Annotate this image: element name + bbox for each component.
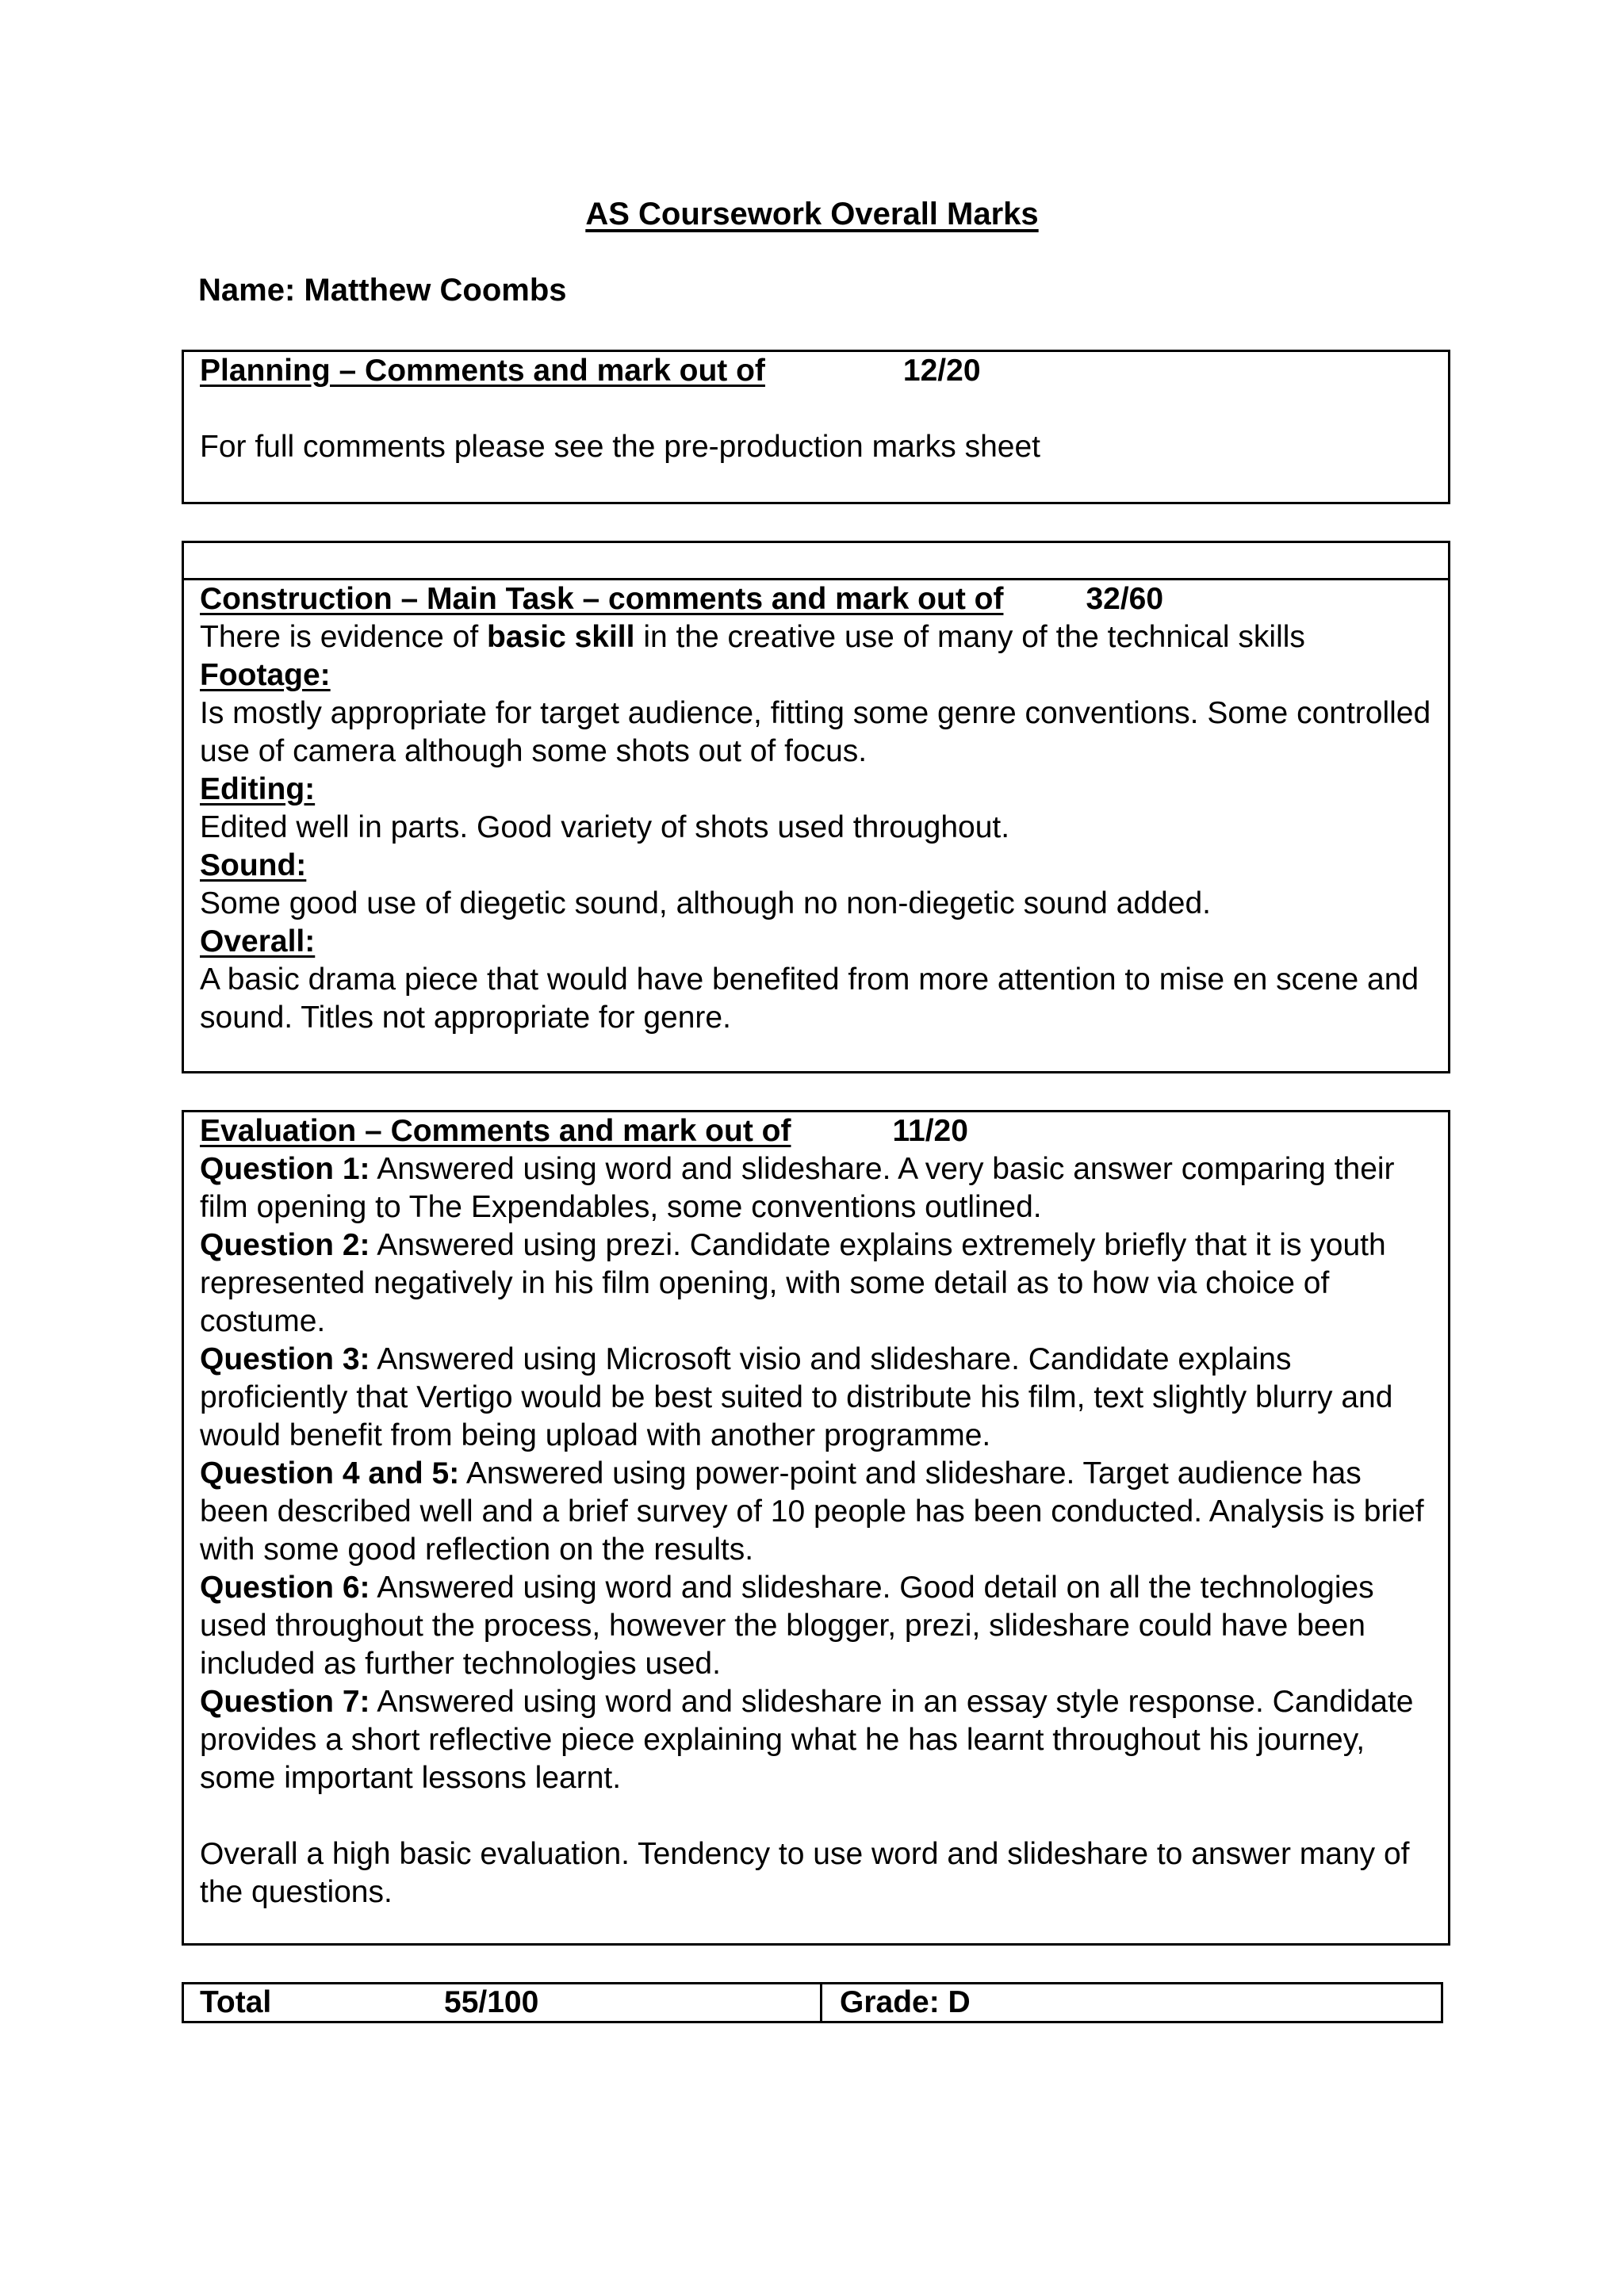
evaluation-question-4-5: Question 4 and 5: Answered using power-point and slideshare. Target audience has been described well and a brief survey of 10 people has been conducted. Analysis is brief with some good reflection on the results. xyxy=(200,1456,1424,1567)
total-value: 55/100 xyxy=(444,1985,539,2019)
total-cell xyxy=(184,1984,822,2021)
editing-text: Edited well in parts. Good variety of shots used throughout. xyxy=(200,810,1010,844)
planning-mark: 12/20 xyxy=(902,354,981,388)
evaluation-question-7: Question 7: Answered using word and slideshare in an essay style response. Candidate provides a short reflective piece explaining what he has learnt throughout his journey, some important lessons learnt. xyxy=(200,1685,1414,1795)
grade-value: Grade: D xyxy=(840,1985,971,2019)
evaluation-heading-row xyxy=(200,1112,1434,1150)
planning-heading-row xyxy=(200,352,1434,390)
construction-intro: There is evidence of basic skill in the creative use of many of the technical skills xyxy=(200,620,1305,654)
total-label: Total xyxy=(200,1985,272,2019)
overall-label: Overall: xyxy=(200,924,316,959)
evaluation-overall: Overall a high basic evaluation. Tendency to use word and slideshare to answer many of the questions. xyxy=(200,1837,1410,1909)
evaluation-question-1: Question 1: Answered using word and slideshare. A very basic answer comparing their film opening to The Expendables, some conventions outlined. xyxy=(200,1152,1395,1224)
footage-text: Is mostly appropriate for target audience, fitting some genre conventions. Some controlled use of camera although some shots out of focus. xyxy=(200,696,1431,768)
construction-mark: 32/60 xyxy=(1086,582,1164,616)
editing-label: Editing: xyxy=(200,772,316,806)
planning-comment: For full comments please see the pre-production marks sheet xyxy=(200,430,1040,464)
construction-section xyxy=(182,541,1450,1073)
evaluation-heading: Evaluation – Comments and mark out of xyxy=(200,1114,791,1148)
evaluation-section xyxy=(182,1110,1450,1946)
student-name-line xyxy=(198,273,567,308)
student-name: Matthew Coombs xyxy=(304,273,567,308)
sound-label: Sound: xyxy=(200,848,307,882)
construction-top-strip xyxy=(184,543,1448,580)
overall-text: A basic drama piece that would have benefited from more attention to mise en scene and sound. Titles not appropriate for genre. xyxy=(200,962,1419,1035)
planning-section xyxy=(182,350,1450,504)
evaluation-question-3: Question 3: Answered using Microsoft visio and slideshare. Candidate explains proficiently that Vertigo would be best suited to distribute his film, text slightly blurry and would benefit from being upload with another programme. xyxy=(200,1342,1393,1452)
sound-text: Some good use of diegetic sound, although no non-diegetic sound added. xyxy=(200,886,1211,920)
footage-label: Footage: xyxy=(200,658,331,692)
construction-heading: Construction – Main Task – comments and mark out of xyxy=(200,582,1004,616)
student-name-label: Name: xyxy=(198,273,296,308)
evaluation-question-2: Question 2: Answered using prezi. Candidate explains extremely briefly that it is youth represented negatively in his film opening, with some detail as to how via choice of costume. xyxy=(200,1228,1386,1338)
construction-heading-row xyxy=(200,580,1434,618)
total-table xyxy=(182,1982,1443,2023)
evaluation-question-6: Question 6: Answered using word and slideshare. Good detail on all the technologies used throughout the process, however the blogger, prezi, slideshare could have been included as further technologies used. xyxy=(200,1571,1374,1681)
page-title: AS Coursework Overall Marks xyxy=(585,197,1039,232)
evaluation-mark: 11/20 xyxy=(892,1114,968,1148)
planning-heading: Planning – Comments and mark out of xyxy=(200,354,765,388)
grade-cell xyxy=(822,1984,1441,2021)
construction-intro-emphasis: basic skill xyxy=(487,620,635,654)
